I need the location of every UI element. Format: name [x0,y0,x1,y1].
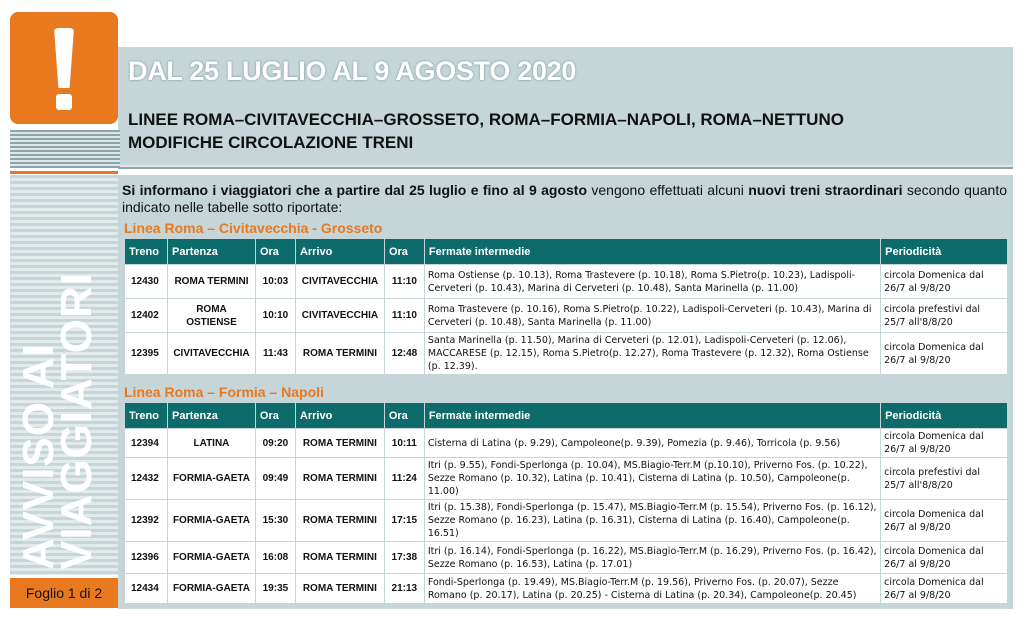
column-header-periodicita: Periodicità [881,239,1008,265]
table-row [125,458,1008,500]
column-header-treno: Treno [125,239,168,265]
intro-text-2: secondo quanto indicato nelle tabelle sotto riportate: [122,182,1008,215]
column-header-ora2: Ora [384,239,424,265]
column-header-arrivo: Arrivo [295,239,384,265]
orange-divider [10,171,118,174]
cell-ora-a: 17:38 [384,542,424,574]
cell-fermate: Cisterna di Latina (p. 9.29), Campoleone(p. 9.39), Pomezia (p. 9.46), Torricola (p. 9.56) [424,429,880,458]
cell-ora-p: 19:35 [255,574,295,604]
table-header-row [125,403,1008,429]
cell-treno: 12430 [125,265,168,299]
cell-ora-a: 11:24 [384,458,424,500]
column-header-arrivo: Arrivo [295,403,384,429]
cell-partenza: LATINA [167,429,255,458]
cell-fermate: Itri (p. 16.14), Fondi-Sperlonga (p. 16.22), MS.Biagio-Terr.M (p. 16.29), Priverno Fos. (p. 16.42), Sezze Romano (p. 16.53), Latina (p. 17.01) [424,542,880,574]
table-row [125,574,1008,604]
table-row [125,333,1008,375]
cell-periodicita: circola Domenica dal 26/7 al 9/8/20 [881,265,1008,299]
cell-partenza: ROMA OSTIENSE [167,299,255,333]
cell-treno: 12434 [125,574,168,604]
exclamation-icon [49,24,79,112]
cell-ora-p: 16:08 [255,542,295,574]
date-range-title: DAL 25 LUGLIO AL 9 AGOSTO 2020 [128,56,577,86]
cell-treno: 12402 [125,299,168,333]
cell-ora-a: 17:15 [384,500,424,542]
cell-periodicita: circola prefestivi dal 25/7 all'8/8/20 [881,299,1008,333]
lines-heading: LINEE ROMA–CIVITAVECCHIA–GROSSETO, ROMA–FORMIA–NAPOLI, ROMA–NETTUNO [128,110,844,129]
cell-fermate: Santa Marinella (p. 11.50), Marina di Cerveteri (p. 12.01), Ladispoli-Cerveteri (p. 12.06), MACCARESE (p. 12.15), Roma S.Pietro(p. 12.27), Roma Trastevere (p. 12.32), Roma Ostiense (p. 12.39). [424,333,880,375]
cell-periodicita: circola Domenica dal 26/7 al 9/8/20 [881,500,1008,542]
table-row [125,500,1008,542]
vertical-line-1: AVVISO AI [14,343,63,570]
intro-paragraph [122,182,1007,216]
cell-treno: 12396 [125,542,168,574]
timetable [124,402,1008,604]
cell-arrivo: ROMA TERMINI [295,542,384,574]
cell-ora-a: 10:11 [384,429,424,458]
intro-bold-2: nuovi treni straordinari [748,182,903,198]
cell-treno: 12394 [125,429,168,458]
cell-periodicita: circola prefestivi dal 25/7 all'8/8/20 [881,458,1008,500]
alert-badge [10,12,118,124]
column-header-ora: Ora [255,239,295,265]
column-header-ora: Ora [255,403,295,429]
cell-fermate: Roma Trastevere (p. 10.16), Roma S.Pietro(p. 10.22), Ladispoli-Cerveteri (p. 10.43), Marina di Cerveteri (p. 10.48), Santa Marinella (p. 11.00) [424,299,880,333]
column-header-fermate: Fermate intermedie [424,403,880,429]
cell-treno: 12395 [125,333,168,375]
cell-arrivo: ROMA TERMINI [295,458,384,500]
vertical-notice [14,272,101,570]
cell-treno: 12432 [125,458,168,500]
cell-ora-a: 12:48 [384,333,424,375]
cell-arrivo: CIVITAVECCHIA [295,299,384,333]
cell-partenza: FORMIA-GAETA [167,500,255,542]
cell-partenza: ROMA TERMINI [167,265,255,299]
cell-periodicita: circola Domenica dal 26/7 al 9/8/20 [881,429,1008,458]
cell-fermate: Roma Ostiense (p. 10.13), Roma Trastevere (p. 10.18), Roma S.Pietro(p. 10.23), Ladispoli-Cerveteri (p. 10.43), Marina di Cerveteri (p. 10.48), Santa Marinella (p. 11.00) [424,265,880,299]
table-header-row [125,239,1008,265]
intro-text-1: vengono effettuati alcuni [587,182,749,198]
cell-ora-p: 10:03 [255,265,295,299]
cell-treno: 12392 [125,500,168,542]
column-header-partenza: Partenza [167,403,255,429]
cell-partenza: FORMIA-GAETA [167,574,255,604]
cell-partenza: FORMIA-GAETA [167,542,255,574]
cell-fermate: Itri (p. 9.55), Fondi-Sperlonga (p. 10.04), MS.Biagio-Terr.M (p.10.10), Priverno Fos. (p. 10.22), Sezze Romano (p. 10.32), Latina (p. 10.41), Cisterna di Latina (p. 10.50), Campoleone(p. 11.00) [424,458,880,500]
cell-ora-a: 21:13 [384,574,424,604]
column-header-partenza: Partenza [167,239,255,265]
column-header-fermate: Fermate intermedie [424,239,880,265]
cell-arrivo: ROMA TERMINI [295,500,384,542]
page-indicator: Foglio 1 di 2 [10,578,118,608]
cell-arrivo: ROMA TERMINI [295,429,384,458]
intro-bold-1: Si informano i viaggiatori che a partire dal 25 luglio e fino al 9 agosto [122,182,588,198]
table-row [125,265,1008,299]
cell-arrivo: ROMA TERMINI [295,574,384,604]
section-title: Linea Roma – Formia – Napoli [124,384,324,400]
table-row [125,429,1008,458]
vertical-line-2: VIAGGIATORI [52,272,101,570]
left-stripes [10,130,120,168]
cell-ora-a: 11:10 [384,265,424,299]
cell-partenza: FORMIA-GAETA [167,458,255,500]
cell-periodicita: circola Domenica dal 26/7 al 9/8/20 [881,574,1008,604]
cell-ora-p: 10:10 [255,299,295,333]
cell-fermate: Fondi-Sperlonga (p. 19.49), MS.Biagio-Terr.M (p. 19.56), Priverno Fos. (p. 20.07), Sezze Romano (p. 20.17), Latina (p. 20.25) - Cisterna di Latina (p. 20.34), Campoleone(p. 20.45) [424,574,880,604]
cell-periodicita: circola Domenica dal 26/7 al 9/8/20 [881,542,1008,574]
cell-fermate: Itri (p. 15.38), Fondi-Sperlonga (p. 15.47), MS.Biagio-Terr.M (p. 15.54), Priverno Fos. (p. 16.12), Sezze Romano (p. 16.23), Latina (p. 16.31), Cisterna di Latina (p. 16.40), Campoleone(p. 16.51) [424,500,880,542]
cell-ora-p: 15:30 [255,500,295,542]
column-header-ora2: Ora [384,403,424,429]
cell-ora-p: 09:20 [255,429,295,458]
section-title: Linea Roma – Civitavecchia - Grosseto [124,220,383,236]
column-header-periodicita: Periodicità [881,403,1008,429]
cell-arrivo: CIVITAVECCHIA [295,265,384,299]
cell-arrivo: ROMA TERMINI [295,333,384,375]
timetable [124,238,1008,375]
cell-ora-a: 11:10 [384,299,424,333]
table-row [125,542,1008,574]
cell-ora-p: 09:49 [255,458,295,500]
column-header-treno: Treno [125,403,168,429]
table-row [125,299,1008,333]
subtitle-heading: MODIFICHE CIRCOLAZIONE TRENI [128,133,414,152]
cell-partenza: CIVITAVECCHIA [167,333,255,375]
lines-title [128,108,844,154]
cell-ora-p: 11:43 [255,333,295,375]
cell-periodicita: circola Domenica dal 26/7 al 9/8/20 [881,333,1008,375]
